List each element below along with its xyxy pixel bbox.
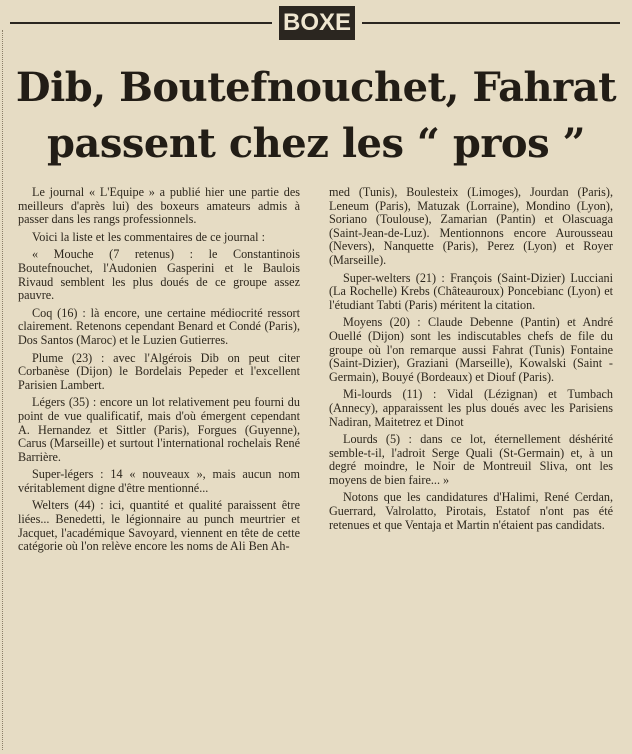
paragraph: Notons que les candidatures d'Halimi, René Cerdan, Guerrard, Valrolatto, Pirotais, Estatof n'ont pas été retenues et que Ventaja et Martin n'étaient pas candidats.: [329, 490, 613, 532]
paragraph: Voici la liste et les commentaires de ce journal :: [32, 229, 265, 244]
paragraph: Mi-lourds (11) : Vidal (Lézignan) et Tumbach (Annecy), apparaissent les plus doués avec les Parisiens Nadiran, Maitetrez et Dinot: [329, 387, 613, 429]
headline-line-2: passent chez les “ pros ”: [46, 120, 586, 167]
paragraph: Coq (16) : là encore, une certaine médiocrité ressort clairement. Retenons cependant Benard et Condé (Paris), Dos Santos (Maroc) et le Luzien Gutierres.: [18, 305, 300, 347]
headline-line-1: Dib, Boutefnouchet, Fahrat: [15, 64, 617, 111]
section-rule-right: [362, 22, 620, 24]
section-rule-left: [10, 22, 272, 24]
paragraph: Légers (35) : encore un lot relativement peu fourni du point de vue qualificatif, mais d'où émergent cependant A. Hernandez et Sittler (Paris), Forgues (Guyenne), Carus (Marseille) et surtout l'international rochelais René Barrière.: [18, 395, 300, 464]
section-tag: BOXE: [279, 6, 355, 40]
article-column-left: [18, 186, 300, 554]
paragraph: Super-légers : 14 « nouveaux », mais aucun nom véritablement digne d'être mentionné...: [18, 467, 300, 495]
paragraph: Welters (44) : ici, quantité et qualité paraissent être liées... Benedetti, le légionnaire au punch meurtrier et Jacquet, l'académique Savoyard, viennent en tête de cette catégorie où l'on relève encore les noms de Ali Ben Ah-: [18, 498, 300, 554]
page-edge-mark: [2, 30, 6, 750]
article-column-right: [329, 186, 613, 532]
paragraph: Super-welters (21) : François (Saint-Dizier) Lucciani (La Rochelle) Krebs (Châteauroux) Poncebianc (Lyon) et l'étudiant Tabti (Paris) méritent la citation.: [329, 270, 613, 312]
paragraph: Le journal « L'Equipe » a publié hier une partie des meilleurs d'après lui) des boxeurs amateurs admis à passer dans les rangs professionnels.: [18, 185, 300, 227]
headline: [8, 60, 624, 172]
paragraph: med (Tunis), Boulesteix (Limoges), Jourdan (Paris), Leneum (Paris), Matuzak (Lorraine), Mondino (Lyon), Soriano (Toulouse), Zamarian (Pantin) et Olascuaga (Saint-Jean-de-Luz). Mentionnons encore Aurousseau (Nevers), Nanquette (Paris), Perez (Lyon) et Royer (Marseille).: [329, 185, 613, 267]
paragraph: Plume (23) : avec l'Algérois Dib on peut citer Corbanèse (Dijon) le Bordelais Pepeder et l'excellent Parisien Lambert.: [18, 350, 300, 392]
paragraph: Moyens (20) : Claude Debenne (Pantin) et André Ouellé (Dijon) sont les indiscutables chefs de file du groupe où l'on remarque aussi Fahrat (Tunis) Fontaine (Saint-Dizier), Graziani (Marseille), Kowalski (Saint - Germain), Bouyé (Bordeaux) et Diouf (Paris).: [329, 315, 613, 384]
paragraph: « Mouche (7 retenus) : le Constantinois Boutefnouchet, l'Audonien Gasperini et le Baulois Rivaud semblent les plus doués de ce groupe assez pauvre.: [18, 247, 300, 303]
paragraph: Lourds (5) : dans ce lot, éternellement déshérité semble-t-il, l'adroit Serge Quali (St-Germain) et, à un degré moindre, le Noir de Montreuil Sliva, ont les moyens de bien faire... »: [329, 432, 613, 487]
